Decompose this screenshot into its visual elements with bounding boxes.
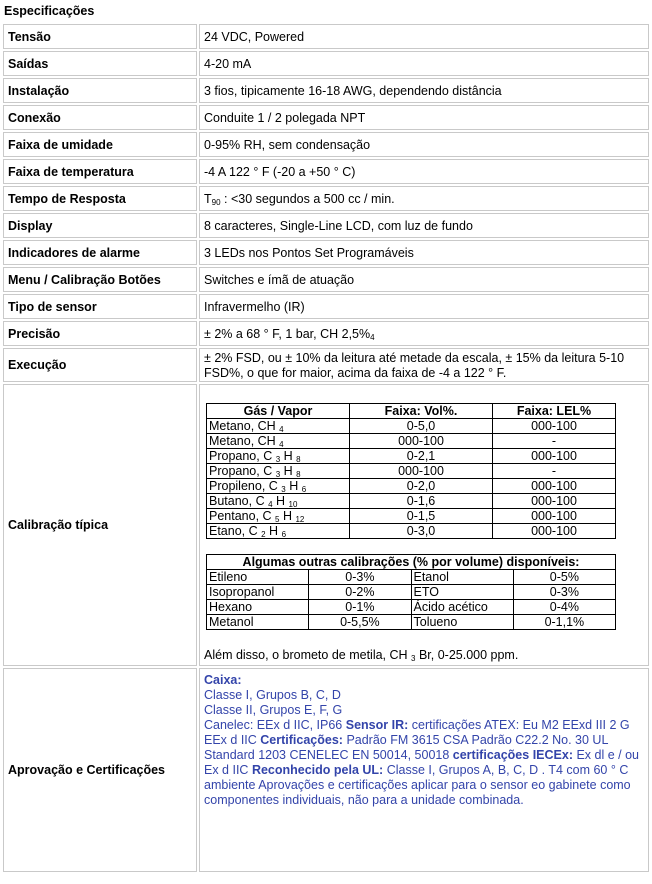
calibration-gas: Tolueno <box>411 615 513 630</box>
table-row <box>207 509 616 524</box>
spec-label: Menu / Calibração Botões <box>3 267 197 292</box>
subscript: 5 <box>275 515 280 524</box>
spec-value: 24 VDC, Powered <box>199 24 649 49</box>
table-row <box>207 615 616 630</box>
subscript: 4 <box>370 332 375 342</box>
subscript: 3 <box>281 485 286 494</box>
table-row <box>207 434 616 449</box>
gas-calibration-table <box>206 403 616 539</box>
table-row <box>207 464 616 479</box>
calibration-gas: Etileno <box>207 570 309 585</box>
spec-value <box>199 384 649 666</box>
spec-value: 3 LEDs nos Pontos Set Programáveis <box>199 240 649 265</box>
subscript: 3 <box>275 470 281 479</box>
vol-range: 0-2,1 <box>350 449 493 464</box>
calibration-range: 0-3% <box>513 585 615 600</box>
table-header-row <box>207 555 616 570</box>
subscript: 6 <box>301 485 307 494</box>
column-header: Faixa: Vol%. <box>350 404 493 419</box>
spec-label: Tensão <box>3 24 197 49</box>
gas-name: Propano, C $_3$ H $_8$ <box>207 464 350 479</box>
table-row <box>207 585 616 600</box>
subscript: 10 <box>288 500 298 509</box>
calibration-range: 0-5,5% <box>309 615 411 630</box>
spec-value: 0-95% RH, sem condensação <box>199 132 649 157</box>
spec-row <box>3 321 649 346</box>
column-header: Algumas outras calibrações (% por volume) disponíveis: <box>207 555 616 570</box>
spec-value: Conduite 1 / 2 polegada NPT <box>199 105 649 130</box>
spec-row <box>3 384 649 666</box>
spec-value: ± 2% FSD, ou ± 10% da leitura até metade da escala, ± 15% da leitura 5-10 FSD%, o que for maior, acima da faixa de -4 a 122 ° F. <box>199 348 649 382</box>
table-row <box>207 419 616 434</box>
lel-range: 000-100 <box>493 479 616 494</box>
column-header: Gás / Vapor <box>207 404 350 419</box>
subscript: 12 <box>295 515 305 524</box>
calibration-gas: Ácido acético <box>411 600 513 615</box>
table-row <box>207 449 616 464</box>
lel-range: 000-100 <box>493 449 616 464</box>
subscript: 3 <box>411 654 416 663</box>
table-row <box>207 600 616 615</box>
approval-heading: Certificações: <box>260 733 343 747</box>
subscript: 6 <box>281 530 287 539</box>
calibration-gas: Metanol <box>207 615 309 630</box>
spec-value: 4-20 mA <box>199 51 649 76</box>
calibration-gas: Hexano <box>207 600 309 615</box>
lel-range: 000-100 <box>493 524 616 539</box>
approval-heading: Reconhecido pela UL: <box>251 763 384 777</box>
lel-range: - <box>493 434 616 449</box>
spec-row <box>3 159 649 184</box>
table-row <box>207 479 616 494</box>
gas-name: Propileno, C $_3$ H $_6$ <box>207 479 350 494</box>
spec-label: Display <box>3 213 197 238</box>
spec-label: Indicadores de alarme <box>3 240 197 265</box>
vol-range: 000-100 <box>350 434 493 449</box>
spec-row <box>3 294 649 319</box>
lel-range: - <box>493 464 616 479</box>
gas-name: Pentano, C $_5$ H $_{12}$ <box>207 509 350 524</box>
vol-range: 000-100 <box>350 464 493 479</box>
vol-range: 0-2,0 <box>350 479 493 494</box>
spec-label: Aprovação e Certificações <box>3 668 197 872</box>
spec-label: Faixa de temperatura <box>3 159 197 184</box>
subscript: 4 <box>279 440 284 449</box>
calibration-range: 0-1,1% <box>513 615 615 630</box>
subscript: 8 <box>296 470 301 479</box>
vol-range: 0-1,5 <box>350 509 493 524</box>
spec-table <box>1 22 651 874</box>
lel-range: 000-100 <box>493 419 616 434</box>
spec-label: Conexão <box>3 105 197 130</box>
spec-row <box>3 24 649 49</box>
spec-label: Faixa de umidade <box>3 132 197 157</box>
gas-name: Metano, CH $_4$ <box>207 419 350 434</box>
lel-range: 000-100 <box>493 509 616 524</box>
spec-label: Execução <box>3 348 197 382</box>
calibration-gas: ETO <box>411 585 513 600</box>
spec-value: ± 2% a 68 ° F, 1 bar, CH $2,5\%_4$ <box>199 321 649 346</box>
vol-range: 0-1,6 <box>350 494 493 509</box>
calibration-gas: Etanol <box>411 570 513 585</box>
spec-label: Saídas <box>3 51 197 76</box>
vol-range: 0-5,0 <box>350 419 493 434</box>
spec-value: Infravermelho (IR) <box>199 294 649 319</box>
subscript: 4 <box>268 500 273 509</box>
subscript: 90 <box>211 197 221 207</box>
spec-value: 8 caracteres, Single-Line LCD, com luz de fundo <box>199 213 649 238</box>
approval-heading: certificações IECEx: <box>452 748 573 762</box>
calibration-range: 0-3% <box>309 570 411 585</box>
approval-heading: Sensor IR: <box>345 718 409 732</box>
subscript: 2 <box>261 530 266 539</box>
other-calibrations-table <box>206 554 616 630</box>
spec-value: -4 A 122 ° F (-20 a +50 ° C) <box>199 159 649 184</box>
subscript: 3 <box>275 455 281 464</box>
approval-text: Caixa: Classe I, Grupos B, C, D Classe II, Grupos E, F, G Canelec: EEx d IIC, IP66 Sensor IR: certificações ATEX: Eu M2 EExd III 2 G EEx d IIC Certificações: Padrão FM 3615 CSA Padrão C22.2 No. 30 UL Standard 1203 CENELEC EN 50014, 50018 certificações IECEx: Ex dl e / ou Ex d IIC Reconhecido pela UL: Classe I, Grupos A, B, C, D . T4 com 60 ° C ambiente Aprovações e certificações aplicar para o sensor eo gabinete como componentes individuais, não para a unidade combinada. <box>204 673 639 807</box>
spec-row <box>3 213 649 238</box>
calibration-range: 0-2% <box>309 585 411 600</box>
spec-row <box>3 267 649 292</box>
spec-row <box>3 132 649 157</box>
spec-label: Instalação <box>3 78 197 103</box>
gas-name: Propano, C $_3$ H $_8$ <box>207 449 350 464</box>
gas-name: Butano, C $_4$ H $_{10}$ <box>207 494 350 509</box>
spec-value: 3 fios, tipicamente 16-18 AWG, dependendo distância <box>199 78 649 103</box>
subscript: 4 <box>279 425 284 434</box>
calibration-range: 0-5% <box>513 570 615 585</box>
spec-label: Tipo de sensor <box>3 294 197 319</box>
methyl-bromide-note: Além disso, o brometo de metila, CH $_3$ Br, 0-25.000 ppm. <box>204 648 519 663</box>
spec-value <box>199 668 649 872</box>
spec-row <box>3 78 649 103</box>
spec-row <box>3 105 649 130</box>
table-header-row <box>207 404 616 419</box>
spec-label: Tempo de Resposta <box>3 186 197 211</box>
table-row <box>207 570 616 585</box>
gas-name: Metano, CH $_4$ <box>207 434 350 449</box>
spec-label: Precisão <box>3 321 197 346</box>
spec-value: $T_{90}$ : <30 segundos a 500 cc / min. <box>199 186 649 211</box>
subscript: 8 <box>296 455 301 464</box>
vol-range: 0-3,0 <box>350 524 493 539</box>
lel-range: 000-100 <box>493 494 616 509</box>
spec-row <box>3 240 649 265</box>
approval-heading: Caixa: <box>204 673 242 687</box>
page-title: Especificações <box>4 4 95 18</box>
spec-row <box>3 348 649 382</box>
column-header: Faixa: LEL% <box>493 404 616 419</box>
spec-row <box>3 186 649 211</box>
spec-label: Calibração típica <box>3 384 197 666</box>
spec-row <box>3 51 649 76</box>
calibration-range: 0-4% <box>513 600 615 615</box>
spec-row <box>3 668 649 872</box>
calibration-range: 0-1% <box>309 600 411 615</box>
calibration-gas: Isopropanol <box>207 585 309 600</box>
table-row <box>207 494 616 509</box>
table-row <box>207 524 616 539</box>
spec-value: Switches e ímã de atuação <box>199 267 649 292</box>
gas-name: Etano, C $_2$ H $_6$ <box>207 524 350 539</box>
